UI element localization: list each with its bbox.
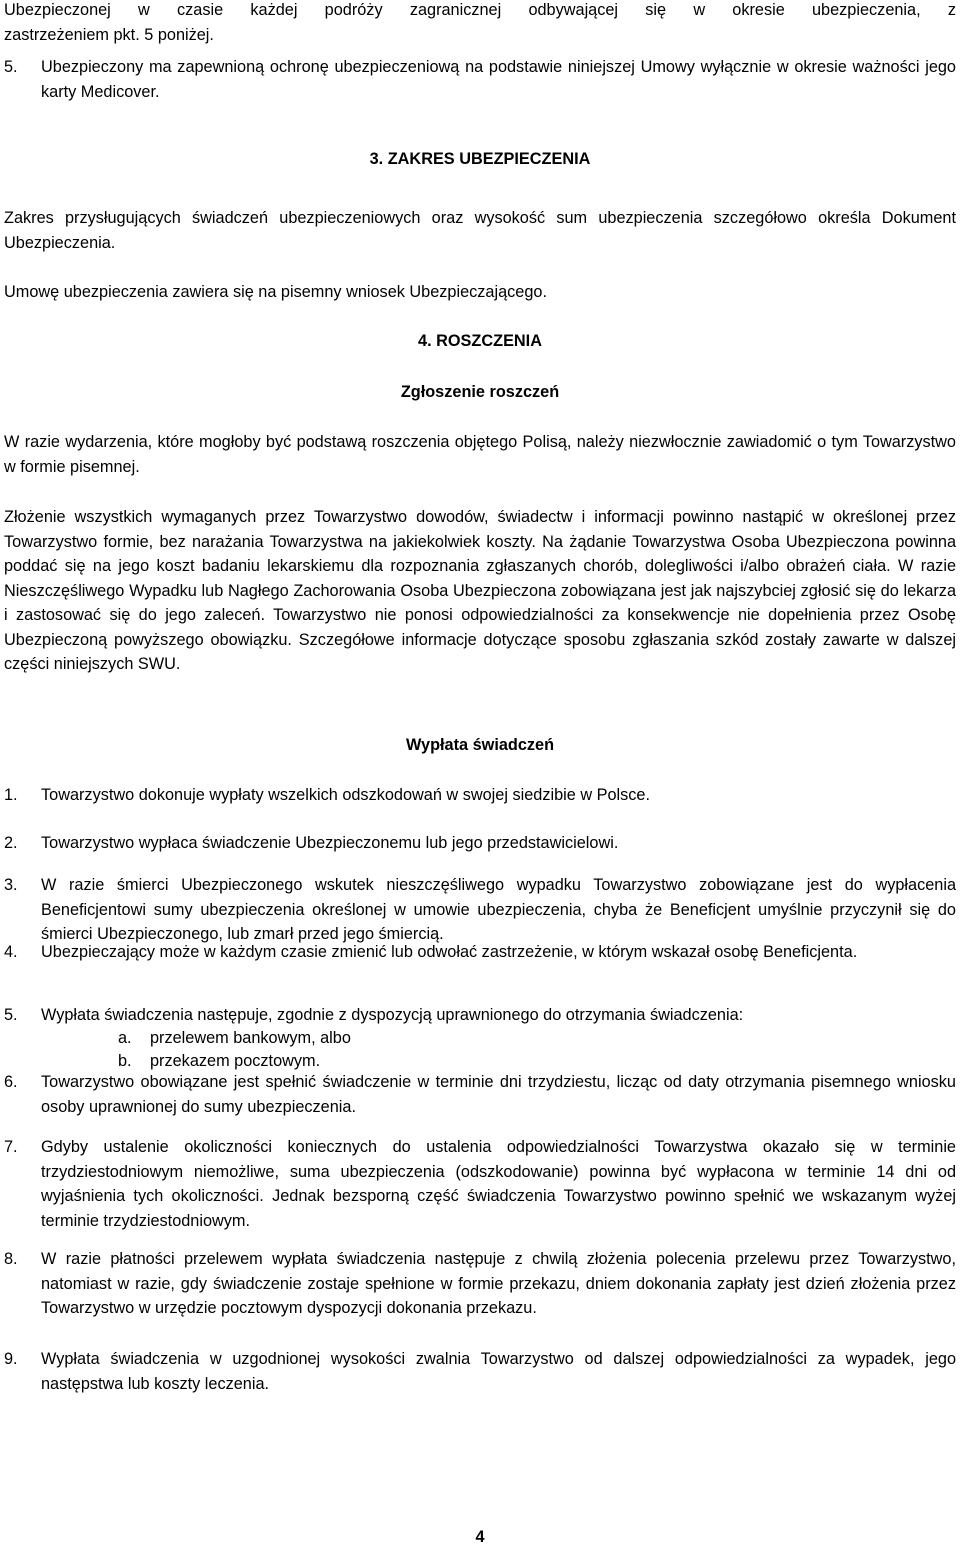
list-number: 3. [4,876,18,894]
list-text: Ubezpieczony ma zapewnioną ochronę ubezpieczeniową na podstawie niniejszej Umowy wyłącznie w okresie ważności jego karty Medicover. [41,58,956,101]
list-text: Towarzystwo dokonuje wypłaty wszelkich odszkodowań w swojej siedzibie w Polsce. [41,786,651,804]
list-number: 7. [4,1138,18,1156]
payout-subitem-a [118,1026,718,1051]
claims-paragraph-2: Złożenie wszystkich wymaganych przez Towarzystwo dowodów, świadectw i informacji powinno nastąpić w określonej przez Towarzystwo formie, bez narażania Towarzystwa na jakiekolwiek koszty. Na żądanie Towarzystwa Osoba Ubezpieczona powinna poddać się na jego koszt badaniu lekarskiemu dla rozpoznania zgłaszanych chorób, dolegliwości i/albo obrażeń ciała. W razie Nieszczęśliwego Wypadku lub Nagłego Zachorowania Osoba Ubezpieczona zobowiązana jest jak najszybciej zgłosić się do lekarza i zastosować się do jego zaleceń. Towarzystwo nie ponosi odpowiedzialności za konsekwencje nie dopełnienia przez Osobę Ubezpieczoną powyższego obowiązku. Szczegółowe informacje dotyczące sposobu zgłaszania szkód zostały zawarte w dalszej części niniejszych SWU. [4,508,956,673]
sublist-letter: a. [118,1029,132,1047]
list-number: 5. [4,58,18,76]
list-text: Towarzystwo obowiązane jest spełnić świadczenie w terminie dni trzydziestu, licząc od daty otrzymania pisemnego wniosku osoby uprawnionej do sumy ubezpieczenia. [41,1073,956,1116]
payout-item-4 [4,940,956,965]
list-text: Towarzystwo wypłaca świadczenie Ubezpieczonemu lub jego przedstawicielowi. [41,834,619,852]
list-number: 9. [4,1350,18,1368]
sublist-text: przelewem bankowym, albo [150,1029,351,1047]
list-text: W razie płatności przelewem wypłata świadczenia następuje z chwilą złożenia polecenia przelewu przez Towarzystwo, natomiast w razie, gdy świadczenie zostaje spełnione w formie przekazu, dniem dokonania zapłaty jest dzień złożenia przez Towarzystwo w urzędzie pocztowym dyspozycji dokonania przekazu. [41,1250,956,1317]
continued-line-2: zastrzeżeniem pkt. 5 poniżej. [4,25,214,44]
list-text: Wypłata świadczenia następuje, zgodnie z dyspozycją uprawnionego do otrzymania świadczenia: [41,1006,744,1024]
page-number: 4 [475,1528,485,1546]
payout-heading: Wypłata świadczeń [405,736,555,754]
list-item-top-5 [4,55,956,104]
payout-item-2 [4,831,956,856]
list-number: 2. [4,834,18,852]
list-number: 8. [4,1250,18,1268]
continued-line-1: Ubezpieczonej w czasie każdej podróży zagranicznej odbywającej się w okresie ubezpieczenia, z [4,1,956,19]
claims-subheading: Zgłoszenie roszczeń [400,383,560,401]
payout-item-8 [4,1247,956,1321]
payout-item-1 [4,783,956,808]
payout-item-5 [4,1003,956,1028]
payout-item-6 [4,1070,956,1119]
list-text: Gdyby ustalenie okoliczności koniecznych do ustalenia odpowiedzialności Towarzystwa okazało się w terminie trzydziestodniowym niemożliwe, suma ubezpieczenia (odszkodowanie) powinna być wypłacona w terminie 14 dni od wyjaśnienia tych okoliczności. Jednak bezsporną część świadczenia Towarzystwo powinno spełnić we wskazanym wyżej terminie trzydziestodniowym. [41,1138,956,1230]
claims-paragraph-1: W razie wydarzenia, które mogłoby być podstawą roszczenia objętego Polisą, należy niezwłocznie zawiadomić o tym Towarzystwo w formie pisemnej. [4,433,956,476]
list-number: 1. [4,786,18,804]
sublist-text: przekazem pocztowym. [150,1052,321,1070]
list-text: W razie śmierci Ubezpieczonego wskutek nieszczęśliwego wypadku Towarzystwo zobowiązane jest do wypłacenia Beneficjentowi sumy ubezpieczenia określonej w umowie ubezpieczenia, chyba że Beneficjent umyślnie przyczynił się do śmierci Ubezpieczonego, lub zmarł przed jego śmiercią. [41,876,956,943]
sublist-letter: b. [118,1052,132,1070]
section-3-paragraph-2: Umowę ubezpieczenia zawiera się na pisemny wniosek Ubezpieczającego. [4,283,547,301]
payout-item-3 [4,873,956,947]
section-3-heading: 3. ZAKRES UBEZPIECZENIA [369,150,591,168]
payout-item-7 [4,1135,956,1233]
list-number: 5. [4,1006,18,1024]
section-3-paragraph-1: Zakres przysługujących świadczeń ubezpieczeniowych oraz wysokość sum ubezpieczenia szczegółowo określa Dokument Ubezpieczenia. [4,209,956,252]
payout-item-9 [4,1347,956,1396]
list-text: Wypłata świadczenia w uzgodnionej wysokości zwalnia Towarzystwo od dalszej odpowiedzialności za wypadek, jego następstwa lub koszty leczenia. [41,1350,956,1393]
section-4-heading: 4. ROSZCZENIA [418,332,542,350]
list-text: Ubezpieczający może w każdym czasie zmienić lub odwołać zastrzeżenie, w którym wskazał osobę Beneficjenta. [41,943,858,961]
continued-paragraph [4,0,956,47]
list-number: 6. [4,1073,18,1091]
list-number: 4. [4,943,18,961]
